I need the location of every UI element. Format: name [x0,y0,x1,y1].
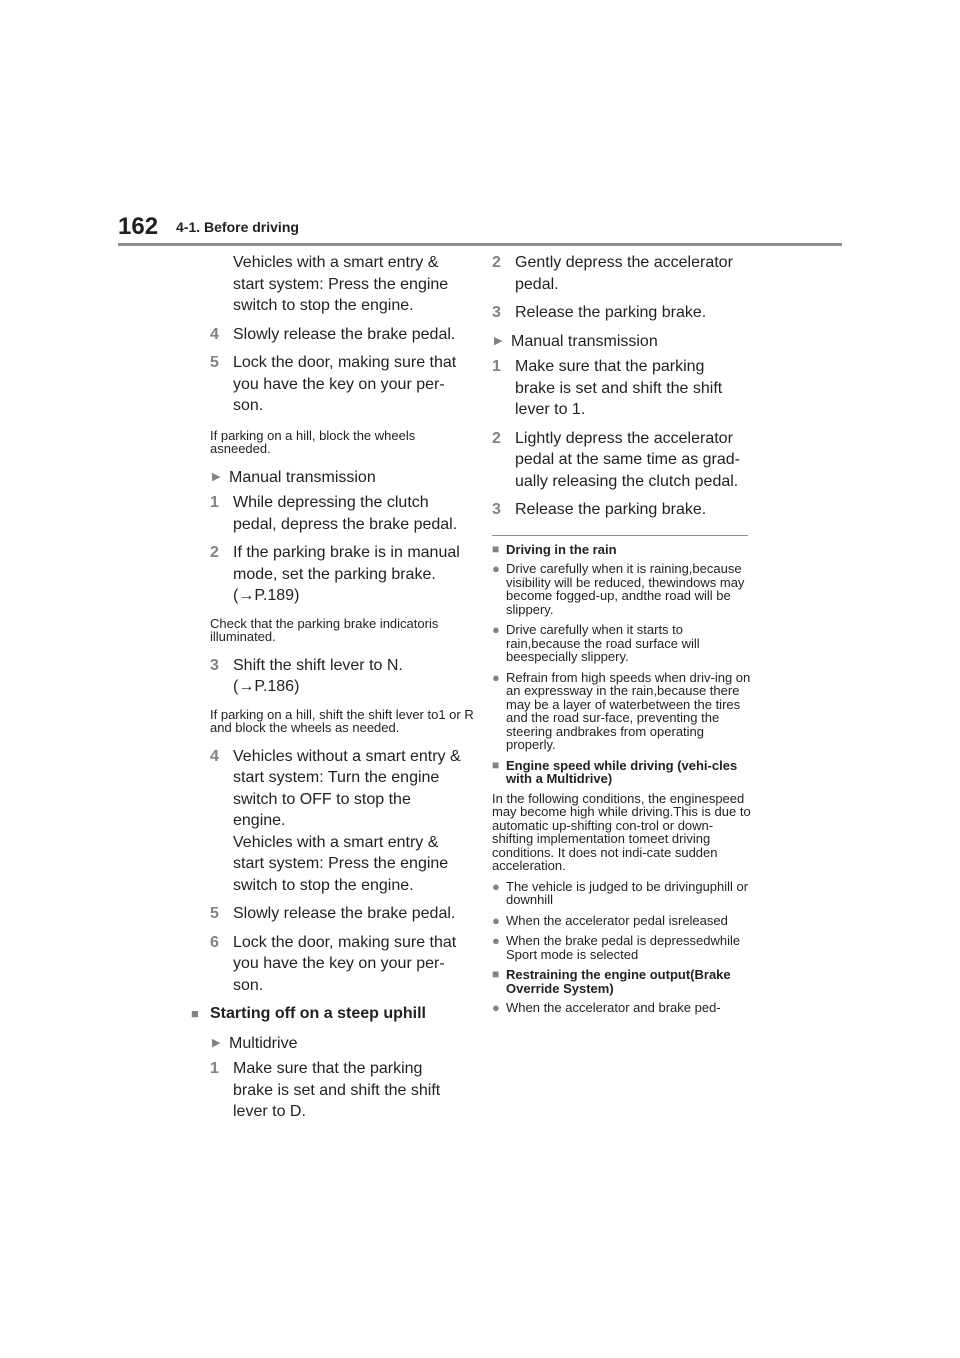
note-shift [210,708,474,735]
divider [492,535,748,536]
text-line: Check that the parking brake indicator [210,615,429,631]
manual-step-6 [210,932,474,997]
text-line: Slowly release the brake pedal. [233,325,456,343]
uphill-step-3 [492,302,752,324]
text-line: Release the parking brake. [515,501,707,518]
step-number: 2 [210,544,219,561]
multidrive-label: ▶ Multidrive [210,1033,474,1055]
text-line: When the brake pedal is depressed [506,933,711,948]
text-line: Lock the door, making sure that [233,933,457,951]
text-line: pedal, depress the brake pedal. [233,515,458,533]
mt-step-1 [492,356,752,421]
triangle-right-icon: ▶ [494,334,503,347]
text-line: cles with a Multidrive) [506,757,738,786]
circle-bullet-icon: ● [492,1000,500,1015]
text-line: Shift the shift lever to N. [233,656,403,674]
circle-bullet-icon: ● [492,561,500,576]
text-line: because the road surface will be [506,635,700,664]
note-hill [210,429,474,456]
mt-step-2 [492,428,752,493]
text-line: If parking on a hill, shift the shift lever to [210,706,439,722]
text-line: between the tires and the road sur- [506,696,741,725]
engine-speed-paragraph [492,792,752,873]
step-5 [210,352,474,417]
text-line: Vehicles with a smart entry & [233,833,439,851]
engine-speed-heading [492,759,752,786]
step-number: 1 [210,494,219,511]
text-line: because there may be a layer of water [506,683,740,712]
text-line: brakes from operating properly. [506,723,705,752]
note-indicator [210,617,474,644]
text-line: released [677,912,728,928]
text-line: When the accelerator pedal is [506,912,678,928]
text-line: speed may become high while driving. [492,790,745,819]
text-line: (→P.189) [233,587,300,604]
text-line: cate sudden acceleration. [492,844,718,873]
triangle-right-icon: ▶ [212,470,221,483]
text-line: uphill or downhill [506,878,749,907]
step-number: 1 [210,1060,219,1077]
triangle-right-icon: ▶ [212,1036,221,1049]
text-line: because visibility will be reduced, the [506,561,742,590]
text-line: The vehicle is judged to be driving [506,878,703,894]
text-line: son. [233,397,264,414]
square-bullet-icon: ■ [492,541,500,556]
circle-bullet-icon: ● [492,622,500,637]
step-number: 5 [210,354,219,371]
text-line: face, preventing the steering and [506,710,720,739]
text-line: trol or down-shifting implementation to [492,817,714,846]
text-line: 1 or R and block the wheels as needed. [210,706,474,735]
square-bullet-icon: ■ [492,967,500,981]
text-line: Make sure that the parking [233,1060,423,1077]
text-line: While depressing the clutch [233,494,429,511]
step-number: 3 [492,304,501,321]
text-line: pedal. [515,275,559,293]
header-rule [118,243,842,246]
bullet-item [492,1001,752,1015]
text-line: If the parking brake is in manual [233,544,460,561]
text-line: mode, set the parking brake. [233,565,436,583]
step-number: 3 [210,656,219,674]
text-line: is illuminated. [210,615,439,644]
bullet-item [492,623,752,664]
text-line: Drive carefully when it starts to rain, [506,622,684,651]
intro-text [210,252,474,317]
circle-bullet-icon: ● [492,933,500,948]
circle-bullet-icon: ● [492,912,500,928]
step-number: 6 [210,933,219,951]
square-bullet-icon: ■ [492,757,500,772]
text-line: (→P.186) [233,678,300,695]
text-line: Refrain from high speeds when driv- [506,669,715,685]
square-bullet-icon: ■ [191,1006,199,1021]
manual-step-4 [210,746,474,897]
text-line: Vehicles without a smart entry & [233,747,461,765]
override-heading [492,968,752,995]
text-line: Gently depress the accelerator [515,254,733,271]
text-line: you have the key on your per- [233,375,445,393]
text-line: Release the parking brake. [515,304,707,321]
step-number: 4 [210,747,219,765]
manual-step-3 [210,655,474,698]
right-column [492,252,752,1022]
step-number: 2 [492,254,501,271]
text-line: windows may become fogged-up, and [506,574,745,603]
text-line: ually releasing the clutch pedal. [515,472,739,490]
text-line: Make sure that the parking [515,358,705,375]
text-line: Lock the door, making sure that [233,354,457,371]
text-line: Drive carefully when it is raining, [506,561,693,576]
text-line: Lightly depress the accelerator [515,429,733,447]
bullet-item [492,914,752,928]
text-line: especially slippery. [520,649,629,664]
text-line: son. [233,976,264,994]
text-line: Restraining the engine output [506,967,691,982]
step-4 [210,324,474,346]
text-line: Vehicles with a smart entry & [233,254,439,271]
text-line: while Sport mode is selected [506,933,741,962]
bullet-item [492,934,752,961]
text-line: switch to stop the engine. [233,297,414,314]
text-line: start system: Turn the engine [233,769,440,786]
step-number: 3 [492,501,501,518]
manual-step-5 [210,903,474,925]
text-line: switch to stop the engine. [233,876,414,894]
text-line: brake is set and shift the shift [515,379,723,397]
bullet-item [492,671,752,752]
manual-transmission-label: ▶ Manual transmission [210,467,474,489]
mt-step-3 [492,499,752,521]
text-line: Slowly release the brake pedal. [233,905,456,922]
step-number: 1 [492,358,501,375]
engine-bullets [492,880,752,962]
left-column [191,252,474,1130]
rain-bullets [492,562,752,752]
text-line: engine. [233,812,286,829]
circle-bullet-icon: ● [492,878,500,894]
manual-transmission-label-right: ▶ Manual transmission [492,331,752,353]
text-line: lever to 1. [515,401,586,418]
text-line: ing on an expressway in the rain, [506,669,751,698]
text-line: pedal at the same time as grad- [515,451,741,468]
text-line: lever to D. [233,1103,306,1120]
text-line: switch to OFF to stop the [233,790,411,808]
rain-heading: ■ Driving in the rain [492,541,617,557]
step-number: 5 [210,905,219,922]
section-title: 4-1. Before driving [176,219,299,235]
text-line: meet driving conditions. It does not indi- [492,831,711,860]
text-line: This is due to automatic up-shifting con- [492,804,751,833]
text-line: brake is set and shift the shift [233,1081,441,1099]
text-line: needed. [223,441,271,456]
page-number: 162 [118,213,159,240]
text-line: In the following conditions, the engine [492,790,709,806]
override-bullets [492,1001,752,1015]
text-line: you have the key on your per- [233,955,445,972]
uphill-step-1 [210,1058,474,1123]
text-line: When the accelerator and brake ped- [506,1000,721,1015]
text-line: start system: Press the engine [233,855,449,872]
circle-bullet-icon: ● [492,669,500,685]
text-line: the road will be slippery. [506,588,731,617]
manual-step-1 [210,492,474,535]
bullet-item [492,880,752,907]
step-number: 2 [492,429,501,447]
uphill-step-2 [492,252,752,295]
manual-step-2 [210,542,474,607]
text-line: start system: Press the engine [233,275,449,293]
text-line: Engine speed while driving (vehi- [506,757,712,773]
bullet-item [492,562,752,616]
uphill-heading: ■ Starting off on a steep uphill [191,1003,474,1025]
text-line: If parking on a hill, block the wheels as [210,427,416,456]
text-line: (Brake Override System) [506,967,731,996]
step-number: 4 [210,325,219,343]
